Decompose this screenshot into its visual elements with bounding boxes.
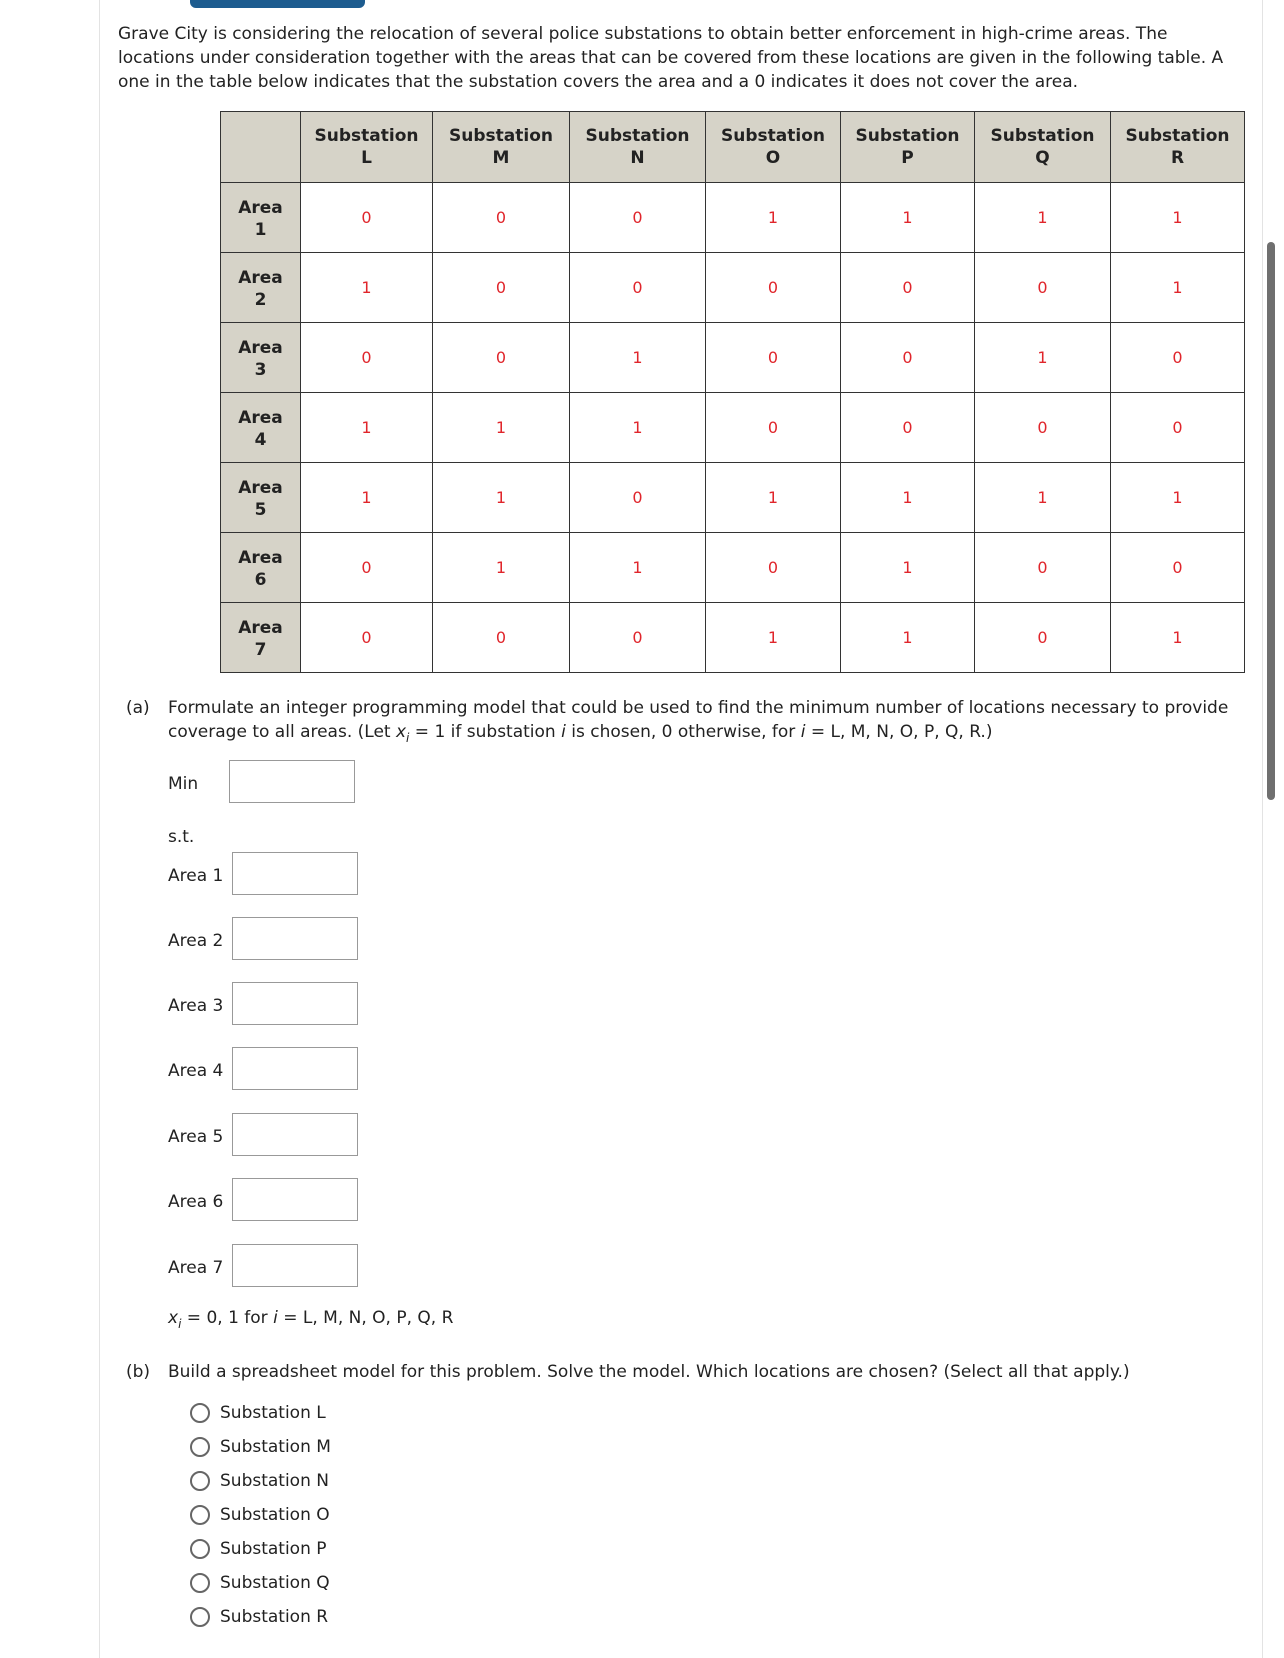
table-cell: 0 <box>706 533 841 603</box>
col-header-letter: O <box>765 148 781 168</box>
table-cell: 0 <box>301 533 433 603</box>
table-corner-cell <box>221 112 301 183</box>
table-cell: 1 <box>433 463 570 533</box>
constraint-input-area-7[interactable] <box>232 1244 358 1287</box>
checkbox-circle-icon[interactable] <box>190 1505 210 1525</box>
col-header-letter: P <box>901 148 914 168</box>
col-header-L <box>301 112 433 183</box>
constraint-input-area-3[interactable] <box>232 982 358 1025</box>
page-left-border <box>99 0 100 1658</box>
option-label: Substation N <box>220 1471 329 1491</box>
row-header-area-2 <box>221 253 301 323</box>
var-x: x <box>168 1308 179 1328</box>
table-row <box>221 463 1245 533</box>
table-cell: 0 <box>841 323 975 393</box>
table-cell: 0 <box>706 393 841 463</box>
option-substation-l[interactable] <box>190 1400 326 1426</box>
option-label: Substation O <box>220 1505 330 1525</box>
constraint-input-area-1[interactable] <box>232 852 358 895</box>
row-header-number: 1 <box>254 220 267 240</box>
table-cell: 0 <box>975 253 1111 323</box>
row-header-number: 4 <box>254 430 267 450</box>
row-header-area-7 <box>221 603 301 673</box>
table-cell: 0 <box>706 323 841 393</box>
option-substation-o[interactable] <box>190 1502 330 1528</box>
table-cell: 0 <box>570 463 706 533</box>
row-header-number: 2 <box>254 290 267 310</box>
col-header-text: Substation <box>585 126 690 146</box>
table-cell: 1 <box>570 533 706 603</box>
table-cell: 0 <box>570 603 706 673</box>
table-cell: 0 <box>301 603 433 673</box>
checkbox-circle-icon[interactable] <box>190 1403 210 1423</box>
row-header-area-4 <box>221 393 301 463</box>
col-header-P <box>841 112 975 183</box>
checkbox-circle-icon[interactable] <box>190 1607 210 1627</box>
table-cell: 0 <box>433 323 570 393</box>
row-header-text: Area <box>238 338 283 358</box>
table-cell: 1 <box>841 183 975 253</box>
row-header-area-6 <box>221 533 301 603</box>
option-substation-q[interactable] <box>190 1570 330 1596</box>
top-tab <box>190 0 365 8</box>
table-cell: 0 <box>433 253 570 323</box>
table-cell: 0 <box>570 253 706 323</box>
table-cell: 0 <box>1111 533 1245 603</box>
row-header-text: Area <box>238 198 283 218</box>
constraint-label-area-5: Area 5 <box>168 1127 224 1147</box>
col-header-Q <box>975 112 1111 183</box>
table-row <box>221 183 1245 253</box>
domain-text-2: = L, M, N, O, P, Q, R <box>277 1308 454 1328</box>
row-header-area-3 <box>221 323 301 393</box>
part-b-text: Build a spreadsheet model for this problem. Solve the model. Which locations are chosen? (Select all that apply.) <box>168 1362 1130 1382</box>
table-cell: 0 <box>1111 323 1245 393</box>
col-header-text: Substation <box>990 126 1095 146</box>
st-label: s.t. <box>168 827 195 847</box>
row-header-number: 5 <box>254 500 267 520</box>
part-a-label: (a) <box>126 698 150 718</box>
option-label: Substation R <box>220 1607 329 1627</box>
problem-statement: Grave City is considering the relocation of several police substations to obtain better enforcement in high-crime areas. The locations under consideration together with the areas that can be covered from these locations are given in the following table. A one in the table below indicates that the substation covers the area and a 0 indicates it does not cover the area. <box>118 24 1224 92</box>
var-x-subscript: i <box>406 731 410 745</box>
table-cell: 1 <box>706 183 841 253</box>
table-cell: 1 <box>975 323 1111 393</box>
constraint-label-area-4: Area 4 <box>168 1061 224 1081</box>
row-header-number: 7 <box>254 640 267 660</box>
row-header-area-5 <box>221 463 301 533</box>
col-header-text: Substation <box>855 126 960 146</box>
table-cell: 0 <box>301 183 433 253</box>
col-header-letter: Q <box>1035 148 1050 168</box>
objective-input[interactable] <box>229 760 355 803</box>
constraint-label-area-6: Area 6 <box>168 1192 224 1212</box>
table-cell: 1 <box>975 463 1111 533</box>
col-header-R <box>1111 112 1245 183</box>
constraint-label-area-2: Area 2 <box>168 931 224 951</box>
part-a-text <box>168 696 1248 750</box>
table-cell: 0 <box>975 603 1111 673</box>
constraint-input-area-5[interactable] <box>232 1113 358 1156</box>
col-header-letter: L <box>361 148 372 168</box>
var-x: x <box>395 722 407 742</box>
var-i: i <box>561 722 566 742</box>
option-label: Substation Q <box>220 1573 330 1593</box>
table-cell: 0 <box>433 183 570 253</box>
col-header-text: Substation <box>314 126 419 146</box>
col-header-M <box>433 112 570 183</box>
table-cell: 1 <box>841 603 975 673</box>
table-cell: 1 <box>433 533 570 603</box>
row-header-number: 6 <box>254 570 267 590</box>
part-b-label: (b) <box>126 1362 151 1382</box>
col-header-N <box>570 112 706 183</box>
domain-text-1: = 0, 1 for <box>181 1308 274 1328</box>
checkbox-circle-icon[interactable] <box>190 1573 210 1593</box>
col-header-text: Substation <box>721 126 825 146</box>
table-cell: 1 <box>570 393 706 463</box>
table-cell: 0 <box>975 393 1111 463</box>
row-header-text: Area <box>238 408 283 428</box>
var-x-subscript: i <box>178 1317 182 1331</box>
option-label: Substation M <box>220 1437 331 1457</box>
part-a-text-4: = L, M, N, O, P, Q, R.) <box>805 722 993 742</box>
option-substation-m[interactable] <box>190 1434 331 1460</box>
table-row <box>221 533 1245 603</box>
row-header-text: Area <box>238 618 283 638</box>
table-cell: 1 <box>301 393 433 463</box>
binary-domain-text <box>168 1308 453 1331</box>
table-cell: 0 <box>841 253 975 323</box>
coverage-table <box>220 111 1245 673</box>
constraint-label-area-7: Area 7 <box>168 1258 224 1278</box>
table-cell: 1 <box>975 183 1111 253</box>
table-cell: 1 <box>841 533 975 603</box>
constraint-label-area-3: Area 3 <box>168 996 224 1016</box>
table-cell: 0 <box>1111 393 1245 463</box>
constraint-input-area-6[interactable] <box>232 1178 358 1221</box>
part-a-text-3: is chosen, 0 otherwise, for <box>565 722 801 742</box>
scrollbar-thumb[interactable] <box>1267 242 1275 800</box>
table-cell: 0 <box>570 183 706 253</box>
table-row <box>221 393 1245 463</box>
var-i: i <box>800 722 806 742</box>
col-header-letter: R <box>1170 148 1185 168</box>
option-substation-n[interactable] <box>190 1468 329 1494</box>
checkbox-circle-icon[interactable] <box>190 1539 210 1559</box>
table-row <box>221 253 1245 323</box>
option-label: Substation L <box>220 1403 326 1423</box>
page-right-border <box>1262 0 1263 1658</box>
table-row <box>221 323 1245 393</box>
table-cell: 0 <box>841 393 975 463</box>
row-header-area-1 <box>221 183 301 253</box>
option-label: Substation P <box>220 1539 327 1559</box>
table-cell: 0 <box>975 533 1111 603</box>
min-label: Min <box>168 774 199 794</box>
col-header-letter: M <box>492 148 510 168</box>
col-header-text: Substation <box>449 126 553 146</box>
table-cell: 0 <box>706 253 841 323</box>
table-cell: 1 <box>1111 463 1245 533</box>
row-header-text: Area <box>238 268 283 288</box>
col-header-letter: N <box>630 148 645 168</box>
table-cell: 1 <box>301 253 433 323</box>
table-cell: 1 <box>706 603 841 673</box>
table-row <box>221 603 1245 673</box>
table-cell: 0 <box>433 603 570 673</box>
table-cell: 1 <box>301 463 433 533</box>
table-cell: 1 <box>1111 603 1245 673</box>
table-cell: 0 <box>301 323 433 393</box>
col-header-text: Substation <box>1125 126 1230 146</box>
checkbox-circle-icon[interactable] <box>190 1437 210 1457</box>
option-substation-p[interactable] <box>190 1536 327 1562</box>
row-header-number: 3 <box>254 360 267 380</box>
constraint-label-area-1: Area 1 <box>168 866 224 886</box>
table-cell: 1 <box>1111 253 1245 323</box>
row-header-text: Area <box>238 478 283 498</box>
constraint-input-area-4[interactable] <box>232 1047 358 1090</box>
var-i: i <box>273 1308 278 1328</box>
checkbox-circle-icon[interactable] <box>190 1471 210 1491</box>
table-cell: 1 <box>706 463 841 533</box>
part-a-text-1: Formulate an integer programming model that could be used to find the minimum number of locations necessary to provide coverage to all areas. (Let <box>168 698 1229 742</box>
constraint-input-area-2[interactable] <box>232 917 358 960</box>
option-substation-r[interactable] <box>190 1604 328 1630</box>
table-cell: 1 <box>570 323 706 393</box>
table-cell: 1 <box>841 463 975 533</box>
part-a-text-2: = 1 if substation <box>409 722 562 742</box>
row-header-text: Area <box>238 548 283 568</box>
table-header-row <box>221 112 1245 183</box>
table-cell: 1 <box>433 393 570 463</box>
table-cell: 1 <box>1111 183 1245 253</box>
col-header-O <box>706 112 841 183</box>
